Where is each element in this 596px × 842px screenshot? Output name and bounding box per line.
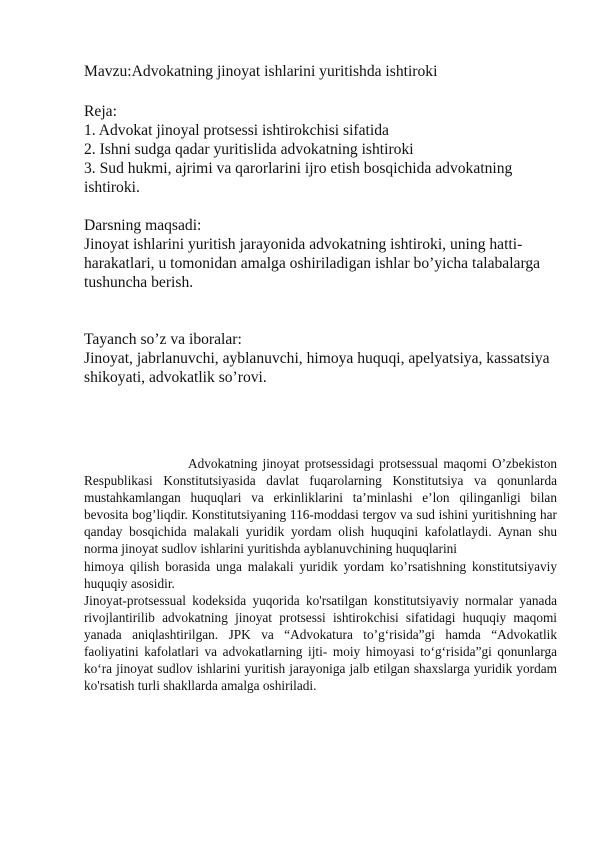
keywords-text: Jinoyat, jabrlanuvchi, ayblanuvchi, himoya huquqi, apelyatsiya, kassatsiya shikoyati, advokatlik so’rovi.: [84, 350, 550, 386]
plan-item-2: 2. Ishni sudga qadar yuritislida advokatning ishtiroki: [84, 141, 414, 158]
plan-item-3: 3. Sud hukmi, ajrimi va qarorlarini ijro etish bosqichida advokatning ishtiroki.: [84, 160, 513, 196]
body-paragraph-1: Advokatning jinoyat protsessidagi protsessual maqomi O’zbekiston Respublikasi Konstitutsiyasida davlat fuqarolarning Konstitutsiya va qonunlarda mustahkamlangan huquqlari va erkinliklarini ta’minlashi e’lon qilinganligi bilan bevosita bog’liqdir. Konstitutsiyaning 116-moddasi tergov va sud ishini yuritishning har qanday bosqichida malakali yuridik yordam olish huquqini kafolatlaydi. Aynan shu norma jinoyat sudlov ishlarini yuritishda ayblanuvchining huquqlarini: [84, 456, 557, 557]
plan-heading: Reja:: [84, 103, 117, 120]
plan-item-1: 1. Advokat jinoyal protsessi ishtirokchisi sifatida: [84, 122, 389, 139]
goal-section: [84, 216, 564, 292]
goal-text: Jinoyat ishlarini yuritish jarayonida advokatning ishtiroki, uning hatti-harakatlari, u tomonidan amalga oshiriladigan ishlar bo’yicha talabalarga tushuncha berish.: [84, 236, 541, 291]
keywords-heading: Tayanch so’z va iboralar:: [84, 331, 242, 348]
plan-section: [84, 102, 564, 197]
keywords-section: [84, 330, 564, 387]
body-paragraph-2: himoya qilish borasida unga malakali yuridik yordam ko’rsatishning konstitutsiyaviy huquqiy asosidir.: [84, 558, 557, 591]
body-text: [84, 455, 557, 694]
goal-heading: Darsning maqsadi:: [84, 217, 202, 234]
body-paragraph-3: Jinoyat-protsessual kodeksida yuqorida ko'rsatilgan konstitutsiyaviy normalar yanada rivojlantirilib advokatning jinoyat protsessi ishtirokchisi sifatidagi huquqiy maqomi yanada aniqlashtirilgan. JPK va “Advokatura to’g‘risida”gi hamda “Advokatlik faoliyatini kafolatlari va advokatlarning ijti- moiy himoyasi to‘g‘risida”gi qonunlarga ko‘ra jinoyat sudlov ishlarini yuritish jarayoniga jalb etilgan shaxslarga yuridik yordam ko'rsatish turli shakllarda amalga oshiriladi.: [84, 592, 557, 694]
document-title: Mavzu:Advokatning jinoyat ishlarini yuritishda ishtiroki: [84, 63, 438, 80]
